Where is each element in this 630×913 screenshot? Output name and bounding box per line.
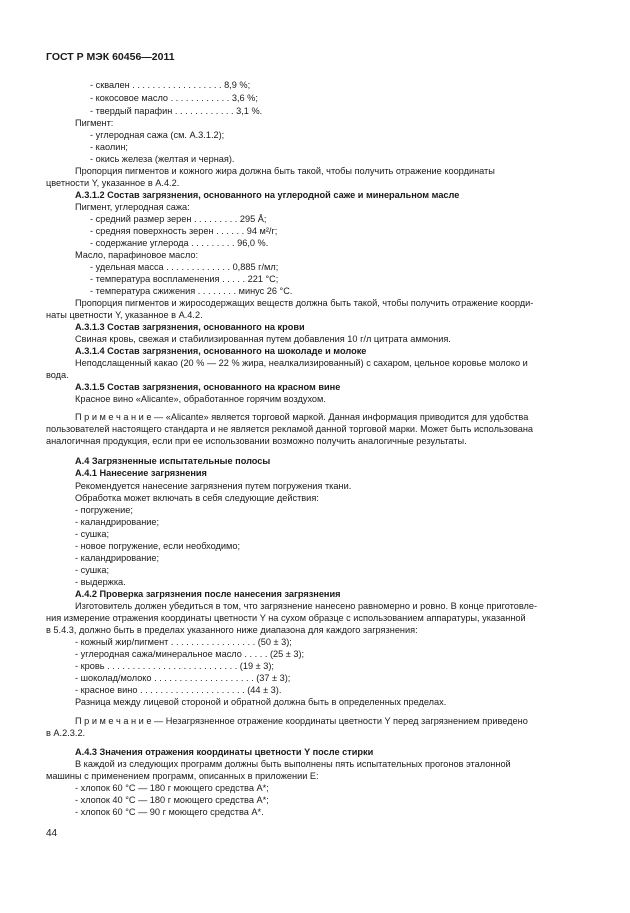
text-line: - хлопок 60 °С — 90 г моющего средства А*.: [75, 807, 264, 817]
text-line: - средняя поверхность зерен . . . . . . 94 м²/г;: [90, 226, 278, 236]
text-line: Разница между лицевой стороной и обратной должна быть в определенных пределах.: [75, 697, 447, 707]
text-line: - погружение;: [75, 505, 133, 515]
section-heading: А.4.3 Значения отражения координаты цветности Y после стирки: [75, 747, 374, 757]
text-line: Масло, парафиновое масло:: [75, 250, 199, 260]
text-line: В каждой из следующих программ должны быть выполнены пять испытательных прогонов эталонной: [75, 759, 511, 769]
text-line: ния измерение отражения координаты цветности Y на сухом образце с использованием аппаратуры, указанной: [46, 613, 526, 623]
text-line: Пигмент:: [75, 118, 114, 128]
section-heading: А.3.1.2 Состав загрязнения, основанного на углеродной саже и минеральном масле: [75, 190, 460, 200]
text-line: - сушка;: [75, 529, 110, 539]
text-line: - хлопок 60 °С — 180 г моющего средства А*;: [75, 783, 269, 793]
text-line: в А.2.3.2.: [46, 728, 86, 738]
text-line: - кожный жир/пигмент . . . . . . . . . . . . . . . . . (50 ± 3);: [75, 637, 292, 647]
text-line: Красное вино «Alicante», обработанное горячим воздухом.: [75, 394, 326, 404]
text-line: - каландрирование;: [75, 553, 160, 563]
text-line: Пропорция пигментов и кожного жира должна быть такой, чтобы получить отражение координаты: [75, 166, 495, 176]
section-heading: А.4 Загрязненные испытательные полосы: [75, 456, 271, 466]
text-line: Свиная кровь, свежая и стабилизированная путем добавления 10 г/л цитрата аммония.: [75, 334, 451, 344]
text-line: - сушка;: [75, 565, 110, 575]
text-line: - углеродная сажа (см. А.3.1.2);: [90, 130, 225, 140]
text-line: - окись железа (желтая и черная).: [90, 154, 235, 164]
text-line: Пропорция пигментов и жиросодержащих веществ должна быть такой, чтобы получить отражение коорди-: [75, 298, 534, 308]
text-line: - красное вино . . . . . . . . . . . . . . . . . . . . . (44 ± 3).: [75, 685, 282, 695]
text-line: Рекомендуется нанесение загрязнения путем погружения ткани.: [75, 481, 352, 491]
text-line: - средний размер зерен . . . . . . . . . 295 Å;: [90, 214, 267, 224]
text-line: - удельная масса . . . . . . . . . . . . . 0,885 г/мл;: [90, 262, 279, 272]
text-line: - каландрирование;: [75, 517, 160, 527]
text-line: - твердый парафин . . . . . . . . . . . . 3,1 %.: [90, 106, 263, 116]
text-line: - сквален . . . . . . . . . . . . . . . . . . 8,9 %;: [90, 80, 251, 90]
text-line: - выдержка.: [75, 577, 126, 587]
text-line: - каолин;: [90, 142, 128, 152]
text-line: Неподслащенный какао (20 % — 22 % жира, неалкализированный) с сахаром, цельное коровье молоко и: [75, 358, 528, 368]
page-number: 44: [46, 828, 58, 839]
text-line: пользователей настоящего стандарта и не является рекламой данной торговой марки. Может быть использована: [46, 424, 534, 434]
section-heading: А.3.1.4 Состав загрязнения, основанного на шоколаде и молоке: [75, 346, 367, 356]
text-line: Пигмент, углеродная сажа:: [75, 202, 190, 212]
text-line: - содержание углерода . . . . . . . . . 96,0 %.: [90, 238, 269, 248]
text-line: аналогичная продукция, если при ее использовании возможно получить аналогичные результаты.: [46, 436, 467, 446]
text-line: цветности Y, указанное в А.4.2.: [46, 178, 180, 188]
section-heading: А.3.1.3 Состав загрязнения, основанного на крови: [75, 322, 305, 332]
text-line: вода.: [46, 370, 69, 380]
text-line: - температура сжижения . . . . . . . . минус 26 °С.: [90, 286, 293, 296]
text-line: - температура воспламенения . . . . . 221 °С;: [90, 274, 279, 284]
text-line: - шоколад/молоко . . . . . . . . . . . . . . . . . . . . (37 ± 3);: [75, 673, 291, 683]
text-line: наты цветности Y, указанное в А.4.2.: [46, 310, 203, 320]
text-line: в 5.4.3, должно быть в пределах указанного ниже диапазона для каждого загрязнения:: [46, 625, 418, 635]
section-heading: А.3.1.5 Состав загрязнения, основанного на красном вине: [75, 382, 341, 392]
text-line: - кокосовое масло . . . . . . . . . . . . 3,6 %;: [90, 93, 258, 103]
text-line: - хлопок 40 °С — 180 г моющего средства А*;: [75, 795, 269, 805]
document-header: ГОСТ Р МЭК 60456—2011: [46, 51, 175, 63]
text-line: - кровь . . . . . . . . . . . . . . . . . . . . . . . . . . (19 ± 3);: [75, 661, 274, 671]
text-line: Обработка может включать в себя следующие действия:: [75, 493, 319, 503]
section-heading: А.4.1 Нанесение загрязнения: [75, 468, 207, 478]
text-line: П р и м е ч а н и е — Незагрязненное отражение координаты цветности Y перед загрязнением приведено: [75, 716, 528, 726]
text-line: - новое погружение, если необходимо;: [75, 541, 241, 551]
text-line: П р и м е ч а н и е — «Alicante» является торговой маркой. Данная информация приводится для удобства: [75, 412, 529, 422]
text-line: машины с применением программ, описанных в приложении Е:: [46, 771, 319, 781]
text-line: Изготовитель должен убедиться в том, что загрязнение нанесено равномерно и ровно. В конце приготовле-: [75, 601, 538, 611]
text-line: - углеродная сажа/минеральное масло . . . . . (25 ± 3);: [75, 649, 305, 659]
section-heading: А.4.2 Проверка загрязнения после нанесения загрязнения: [75, 589, 341, 599]
